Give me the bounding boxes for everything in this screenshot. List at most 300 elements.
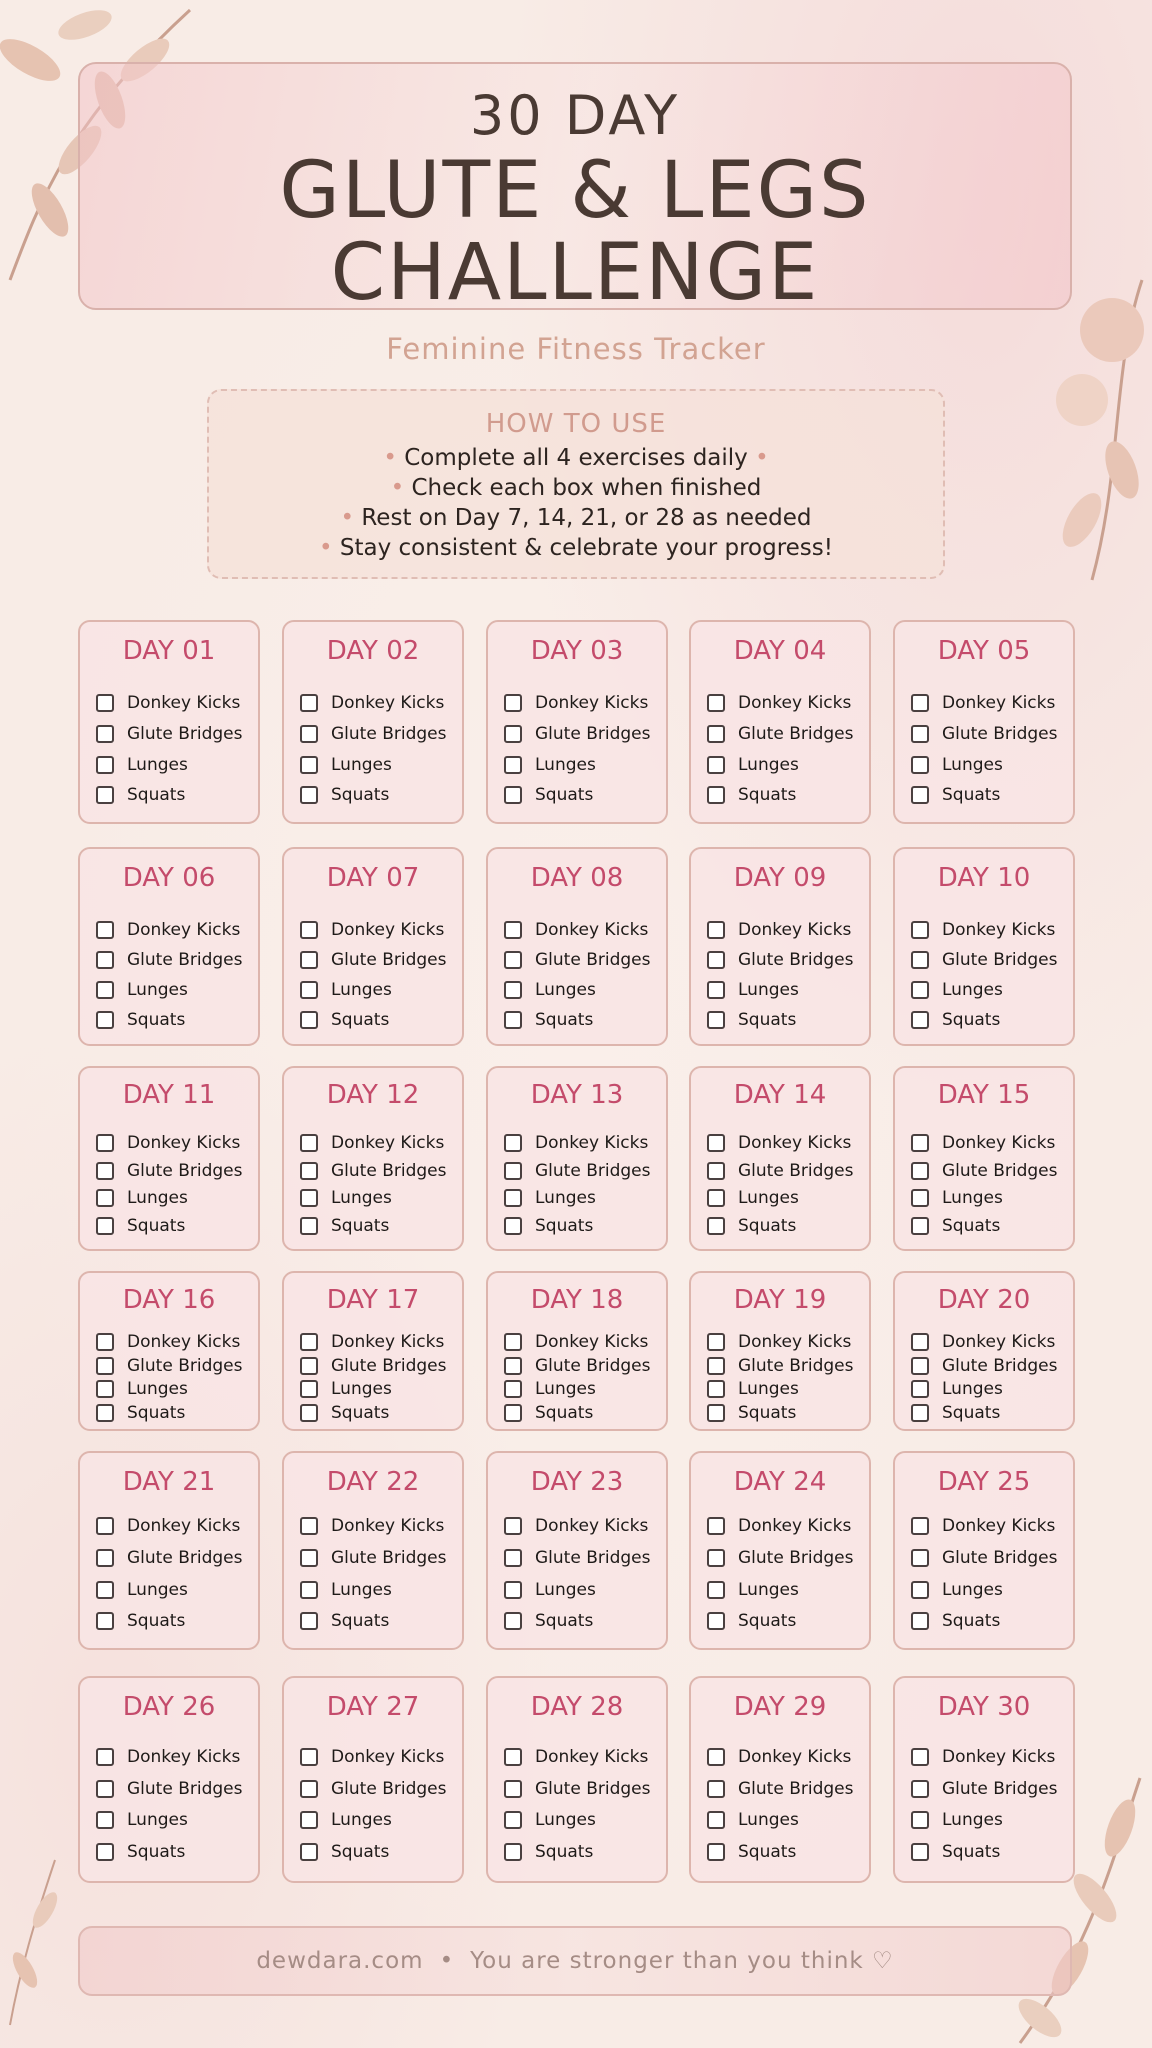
exercise-checkbox[interactable]	[300, 1162, 318, 1180]
exercise-row[interactable]	[707, 754, 799, 776]
exercise-row[interactable]	[96, 1187, 188, 1209]
exercise-label: Squats	[942, 785, 1001, 805]
exercise-checkbox[interactable]	[300, 1517, 318, 1535]
exercise-row[interactable]	[504, 949, 650, 971]
exercise-label: Donkey Kicks	[942, 1516, 1056, 1536]
exercise-label: Glute Bridges	[942, 950, 1058, 970]
exercise-checkbox[interactable]	[96, 1517, 114, 1535]
exercise-row[interactable]	[911, 1746, 1055, 1768]
exercise-row[interactable]	[300, 1355, 446, 1377]
exercise-row[interactable]	[911, 1009, 1000, 1031]
exercise-checkbox[interactable]	[707, 1517, 725, 1535]
exercise-row[interactable]	[707, 1132, 851, 1154]
exercise-label: Donkey Kicks	[738, 1747, 852, 1767]
exercise-label: Glute Bridges	[942, 724, 1058, 744]
exercise-checkbox[interactable]	[300, 921, 318, 939]
day-title: DAY 08	[530, 863, 624, 893]
exercise-checkbox[interactable]	[504, 1217, 522, 1235]
exercise-row[interactable]	[504, 1160, 650, 1182]
exercise-label: Lunges	[738, 755, 799, 775]
exercise-checkbox[interactable]	[504, 981, 522, 999]
exercise-checkbox[interactable]	[96, 1162, 114, 1180]
footer-separator: •	[439, 1948, 455, 1974]
how-to-use-title: HOW TO USE	[485, 409, 667, 439]
exercise-checkbox[interactable]	[707, 1357, 725, 1375]
exercise-checkbox[interactable]	[300, 1011, 318, 1029]
exercise-row[interactable]	[504, 1547, 650, 1569]
day-card	[78, 620, 260, 824]
exercise-label: Squats	[942, 1403, 1001, 1423]
exercise-row[interactable]	[707, 1355, 853, 1377]
exercise-row[interactable]	[911, 1187, 1003, 1209]
exercise-checkbox[interactable]	[504, 1549, 522, 1567]
day-title: DAY 16	[122, 1285, 216, 1315]
exercise-row[interactable]	[911, 949, 1057, 971]
exercise-row[interactable]	[911, 1841, 1000, 1863]
day-title: DAY 29	[733, 1692, 827, 1722]
exercise-checkbox[interactable]	[300, 1748, 318, 1766]
exercise-checkbox[interactable]	[96, 1333, 114, 1351]
exercise-checkbox[interactable]	[911, 756, 929, 774]
exercise-checkbox[interactable]	[707, 981, 725, 999]
exercise-checkbox[interactable]	[911, 921, 929, 939]
day-card	[282, 1451, 464, 1650]
exercise-checkbox[interactable]	[707, 1581, 725, 1599]
exercise-checkbox[interactable]	[300, 1357, 318, 1375]
exercise-row[interactable]	[300, 784, 389, 806]
exercise-label: Squats	[127, 1611, 186, 1631]
exercise-checkbox[interactable]	[504, 1357, 522, 1375]
footer-tagline: You are stronger than you think ♡	[470, 1948, 894, 1974]
exercise-row[interactable]	[504, 1378, 596, 1400]
exercise-row[interactable]	[911, 1160, 1057, 1182]
exercise-row[interactable]	[96, 1809, 188, 1831]
exercise-row[interactable]	[504, 1331, 648, 1353]
exercise-row[interactable]	[96, 1515, 240, 1537]
exercise-row[interactable]	[707, 1579, 799, 1601]
exercise-row[interactable]	[504, 1778, 650, 1800]
exercise-row[interactable]	[96, 949, 242, 971]
exercise-checkbox[interactable]	[911, 1333, 929, 1351]
exercise-checkbox[interactable]	[96, 1380, 114, 1398]
exercise-checkbox[interactable]	[96, 1811, 114, 1829]
exercise-label: Squats	[331, 1403, 390, 1423]
subtitle: Feminine Fitness Tracker	[386, 332, 766, 366]
exercise-checkbox[interactable]	[300, 1811, 318, 1829]
exercise-row[interactable]	[96, 1610, 185, 1632]
exercise-row[interactable]	[911, 754, 1003, 776]
exercise-row[interactable]	[504, 1355, 650, 1377]
exercise-label: Donkey Kicks	[535, 1516, 649, 1536]
exercise-row[interactable]	[300, 1579, 392, 1601]
exercise-row[interactable]	[96, 979, 188, 1001]
exercise-row[interactable]	[300, 1841, 389, 1863]
exercise-row[interactable]	[911, 1215, 1000, 1237]
exercise-row[interactable]	[300, 1778, 446, 1800]
exercise-row[interactable]	[707, 1809, 799, 1831]
exercise-row[interactable]	[96, 1579, 188, 1601]
exercise-row[interactable]	[300, 1160, 446, 1182]
exercise-row[interactable]	[504, 1841, 593, 1863]
exercise-row[interactable]	[707, 1610, 796, 1632]
exercise-row[interactable]	[504, 1132, 648, 1154]
exercise-row[interactable]	[911, 1331, 1055, 1353]
exercise-checkbox[interactable]	[300, 694, 318, 712]
exercise-checkbox[interactable]	[96, 725, 114, 743]
exercise-checkbox[interactable]	[96, 1612, 114, 1630]
exercise-row[interactable]	[911, 784, 1000, 806]
exercise-row[interactable]	[911, 919, 1055, 941]
day-card	[486, 1676, 668, 1883]
exercise-checkbox[interactable]	[96, 1748, 114, 1766]
exercise-checkbox[interactable]	[911, 951, 929, 969]
exercise-row[interactable]	[300, 754, 392, 776]
exercise-checkbox[interactable]	[504, 1612, 522, 1630]
exercise-checkbox[interactable]	[707, 1748, 725, 1766]
exercise-row[interactable]	[911, 1547, 1057, 1569]
exercise-row[interactable]	[504, 1610, 593, 1632]
exercise-row[interactable]	[96, 1215, 185, 1237]
exercise-label: Donkey Kicks	[127, 920, 241, 940]
exercise-row[interactable]	[911, 1515, 1055, 1537]
exercise-row[interactable]	[911, 692, 1055, 714]
exercise-label: Donkey Kicks	[535, 1133, 649, 1153]
exercise-checkbox[interactable]	[96, 1217, 114, 1235]
exercise-row[interactable]	[96, 754, 188, 776]
exercise-checkbox[interactable]	[504, 1843, 522, 1861]
exercise-checkbox[interactable]	[504, 1162, 522, 1180]
exercise-checkbox[interactable]	[707, 786, 725, 804]
exercise-checkbox[interactable]	[707, 1189, 725, 1207]
day-title: DAY 09	[733, 863, 827, 893]
exercise-row[interactable]	[96, 723, 242, 745]
exercise-checkbox[interactable]	[911, 1404, 929, 1422]
how-to-item-text: Complete all 4 exercises daily	[404, 445, 748, 471]
exercise-checkbox[interactable]	[911, 786, 929, 804]
exercise-checkbox[interactable]	[707, 1404, 725, 1422]
exercise-checkbox[interactable]	[96, 1549, 114, 1567]
exercise-label: Lunges	[331, 1379, 392, 1399]
exercise-checkbox[interactable]	[300, 1404, 318, 1422]
day-card	[689, 1271, 871, 1431]
how-to-item-text: Check each box when finished	[411, 475, 762, 501]
exercise-row[interactable]	[911, 1355, 1057, 1377]
exercise-checkbox[interactable]	[96, 1843, 114, 1861]
exercise-label: Lunges	[738, 1810, 799, 1830]
exercise-row[interactable]	[96, 1746, 240, 1768]
exercise-checkbox[interactable]	[300, 1134, 318, 1152]
exercise-checkbox[interactable]	[300, 1780, 318, 1798]
exercise-row[interactable]	[707, 1160, 853, 1182]
exercise-row[interactable]	[300, 1402, 389, 1424]
exercise-row[interactable]	[707, 692, 851, 714]
exercise-checkbox[interactable]	[504, 921, 522, 939]
exercise-checkbox[interactable]	[96, 1404, 114, 1422]
exercise-checkbox[interactable]	[707, 921, 725, 939]
exercise-row[interactable]	[707, 1402, 796, 1424]
exercise-label: Lunges	[535, 1188, 596, 1208]
exercise-checkbox[interactable]	[300, 1843, 318, 1861]
exercise-label: Lunges	[127, 755, 188, 775]
exercise-row[interactable]	[911, 1132, 1055, 1154]
exercise-checkbox[interactable]	[911, 694, 929, 712]
exercise-row[interactable]	[300, 1610, 389, 1632]
exercise-checkbox[interactable]	[96, 1011, 114, 1029]
exercise-checkbox[interactable]	[96, 951, 114, 969]
exercise-label: Donkey Kicks	[535, 1747, 649, 1767]
exercise-checkbox[interactable]	[911, 1748, 929, 1766]
exercise-label: Squats	[331, 1842, 390, 1862]
exercise-label: Donkey Kicks	[535, 920, 649, 940]
exercise-checkbox[interactable]	[96, 694, 114, 712]
day-card	[893, 1676, 1075, 1883]
exercise-checkbox[interactable]	[504, 1780, 522, 1798]
exercise-checkbox[interactable]	[96, 921, 114, 939]
exercise-checkbox[interactable]	[96, 1134, 114, 1152]
exercise-checkbox[interactable]	[707, 1780, 725, 1798]
exercise-label: Squats	[942, 1842, 1001, 1862]
exercise-checkbox[interactable]	[504, 1011, 522, 1029]
exercise-checkbox[interactable]	[911, 1134, 929, 1152]
eucalyptus-branch-right-icon	[1032, 270, 1152, 590]
day-title: DAY 06	[122, 863, 216, 893]
exercise-checkbox[interactable]	[300, 756, 318, 774]
exercise-row[interactable]	[96, 1331, 240, 1353]
exercise-checkbox[interactable]	[911, 981, 929, 999]
exercise-row[interactable]	[300, 1331, 444, 1353]
exercise-row[interactable]	[504, 1746, 648, 1768]
exercise-checkbox[interactable]	[96, 1357, 114, 1375]
exercise-row[interactable]	[300, 949, 446, 971]
exercise-row[interactable]	[300, 692, 444, 714]
day-card	[78, 1451, 260, 1650]
exercise-row[interactable]	[96, 784, 185, 806]
exercise-checkbox[interactable]	[504, 694, 522, 712]
exercise-row[interactable]	[707, 1331, 851, 1353]
exercise-checkbox[interactable]	[96, 1581, 114, 1599]
day-card	[78, 1066, 260, 1251]
exercise-checkbox[interactable]	[707, 1811, 725, 1829]
exercise-checkbox[interactable]	[96, 756, 114, 774]
exercise-row[interactable]	[96, 1378, 188, 1400]
leaf-branch-bottom-left-icon	[0, 1850, 70, 2030]
exercise-row[interactable]	[96, 919, 240, 941]
exercise-label: Donkey Kicks	[331, 920, 445, 940]
exercise-checkbox[interactable]	[911, 1517, 929, 1535]
exercise-row[interactable]	[911, 1579, 1003, 1601]
exercise-row[interactable]	[707, 1378, 799, 1400]
exercise-row[interactable]	[504, 1809, 596, 1831]
exercise-checkbox[interactable]	[911, 1011, 929, 1029]
day-card	[282, 847, 464, 1046]
exercise-checkbox[interactable]	[707, 1134, 725, 1152]
exercise-checkbox[interactable]	[911, 1357, 929, 1375]
exercise-row[interactable]	[707, 1746, 851, 1768]
exercise-label: Lunges	[331, 980, 392, 1000]
exercise-label: Squats	[331, 785, 390, 805]
day-card	[78, 1676, 260, 1883]
exercise-row[interactable]	[300, 1132, 444, 1154]
exercise-row[interactable]	[911, 1610, 1000, 1632]
exercise-checkbox[interactable]	[707, 1162, 725, 1180]
exercise-row[interactable]	[911, 1809, 1003, 1831]
exercise-checkbox[interactable]	[300, 1612, 318, 1630]
exercise-checkbox[interactable]	[96, 1189, 114, 1207]
exercise-checkbox[interactable]	[707, 1380, 725, 1398]
exercise-row[interactable]	[504, 1009, 593, 1031]
exercise-checkbox[interactable]	[504, 951, 522, 969]
exercise-checkbox[interactable]	[96, 981, 114, 999]
exercise-checkbox[interactable]	[911, 1612, 929, 1630]
exercise-row[interactable]	[911, 723, 1057, 745]
exercise-checkbox[interactable]	[300, 1217, 318, 1235]
exercise-label: Glute Bridges	[331, 1161, 447, 1181]
exercise-row[interactable]	[96, 1355, 242, 1377]
exercise-row[interactable]	[504, 979, 596, 1001]
exercise-row[interactable]	[300, 1809, 392, 1831]
exercise-checkbox[interactable]	[300, 725, 318, 743]
exercise-checkbox[interactable]	[504, 1380, 522, 1398]
exercise-checkbox[interactable]	[504, 1811, 522, 1829]
exercise-checkbox[interactable]	[707, 725, 725, 743]
exercise-row[interactable]	[504, 723, 650, 745]
exercise-row[interactable]	[96, 1547, 242, 1569]
exercise-label: Squats	[738, 1403, 797, 1423]
exercise-row[interactable]	[911, 979, 1003, 1001]
exercise-checkbox[interactable]	[707, 1011, 725, 1029]
exercise-row[interactable]	[707, 1009, 796, 1031]
exercise-row[interactable]	[504, 919, 648, 941]
exercise-row[interactable]	[707, 949, 853, 971]
exercise-row[interactable]	[96, 692, 240, 714]
exercise-checkbox[interactable]	[707, 694, 725, 712]
exercise-row[interactable]	[707, 1215, 796, 1237]
exercise-row[interactable]	[707, 1547, 853, 1569]
exercise-label: Lunges	[127, 1188, 188, 1208]
exercise-row[interactable]	[707, 919, 851, 941]
exercise-row[interactable]	[96, 1009, 185, 1031]
exercise-checkbox[interactable]	[911, 1380, 929, 1398]
exercise-checkbox[interactable]	[707, 1333, 725, 1351]
exercise-row[interactable]	[300, 723, 446, 745]
exercise-checkbox[interactable]	[707, 1612, 725, 1630]
exercise-label: Squats	[738, 785, 797, 805]
exercise-row[interactable]	[96, 1402, 185, 1424]
exercise-checkbox[interactable]	[504, 756, 522, 774]
exercise-row[interactable]	[96, 1841, 185, 1863]
exercise-checkbox[interactable]	[300, 1333, 318, 1351]
exercise-checkbox[interactable]	[96, 786, 114, 804]
exercise-label: Donkey Kicks	[127, 1747, 241, 1767]
exercise-row[interactable]	[504, 1515, 648, 1537]
exercise-row[interactable]	[911, 1378, 1003, 1400]
exercise-checkbox[interactable]	[911, 1189, 929, 1207]
exercise-row[interactable]	[707, 723, 853, 745]
exercise-row[interactable]	[504, 1187, 596, 1209]
day-title: DAY 13	[530, 1080, 624, 1110]
exercise-checkbox[interactable]	[504, 1581, 522, 1599]
exercise-row[interactable]	[707, 784, 796, 806]
exercise-label: Squats	[738, 1842, 797, 1862]
exercise-row[interactable]	[504, 692, 648, 714]
exercise-checkbox[interactable]	[504, 1748, 522, 1766]
exercise-checkbox[interactable]	[707, 951, 725, 969]
exercise-row[interactable]	[96, 1160, 242, 1182]
exercise-checkbox[interactable]	[300, 1380, 318, 1398]
exercise-checkbox[interactable]	[504, 1189, 522, 1207]
exercise-row[interactable]	[504, 754, 596, 776]
exercise-row[interactable]	[300, 1009, 389, 1031]
exercise-row[interactable]	[96, 1132, 240, 1154]
exercise-row[interactable]	[300, 1746, 444, 1768]
exercise-row[interactable]	[300, 1187, 392, 1209]
exercise-checkbox[interactable]	[300, 981, 318, 999]
exercise-checkbox[interactable]	[911, 1217, 929, 1235]
exercise-label: Lunges	[738, 1379, 799, 1399]
exercise-row[interactable]	[707, 1515, 851, 1537]
exercise-checkbox[interactable]	[300, 1549, 318, 1567]
exercise-row[interactable]	[504, 1402, 593, 1424]
exercise-checkbox[interactable]	[300, 786, 318, 804]
exercise-checkbox[interactable]	[504, 786, 522, 804]
exercise-row[interactable]	[300, 1215, 389, 1237]
exercise-checkbox[interactable]	[504, 1134, 522, 1152]
exercise-row[interactable]	[707, 1187, 799, 1209]
exercise-row[interactable]	[300, 979, 392, 1001]
exercise-checkbox[interactable]	[707, 1549, 725, 1567]
exercise-row[interactable]	[504, 1215, 593, 1237]
exercise-row[interactable]	[300, 919, 444, 941]
exercise-checkbox[interactable]	[911, 1162, 929, 1180]
exercise-checkbox[interactable]	[911, 725, 929, 743]
exercise-row[interactable]	[504, 784, 593, 806]
exercise-checkbox[interactable]	[96, 1780, 114, 1798]
exercise-label: Lunges	[942, 1580, 1003, 1600]
exercise-row[interactable]	[96, 1778, 242, 1800]
exercise-checkbox[interactable]	[300, 1189, 318, 1207]
exercise-checkbox[interactable]	[911, 1549, 929, 1567]
exercise-row[interactable]	[707, 979, 799, 1001]
exercise-checkbox[interactable]	[504, 1517, 522, 1535]
exercise-checkbox[interactable]	[707, 1217, 725, 1235]
exercise-row[interactable]	[504, 1579, 596, 1601]
exercise-row[interactable]	[300, 1378, 392, 1400]
exercise-checkbox[interactable]	[300, 1581, 318, 1599]
exercise-checkbox[interactable]	[504, 1404, 522, 1422]
exercise-checkbox[interactable]	[707, 1843, 725, 1861]
exercise-row[interactable]	[911, 1402, 1000, 1424]
exercise-checkbox[interactable]	[911, 1843, 929, 1861]
day-card	[893, 1271, 1075, 1431]
exercise-row[interactable]	[707, 1841, 796, 1863]
exercise-checkbox[interactable]	[911, 1581, 929, 1599]
exercise-checkbox[interactable]	[707, 756, 725, 774]
exercise-checkbox[interactable]	[911, 1780, 929, 1798]
exercise-label: Glute Bridges	[738, 1548, 854, 1568]
exercise-row[interactable]	[911, 1778, 1057, 1800]
exercise-checkbox[interactable]	[911, 1811, 929, 1829]
exercise-row[interactable]	[707, 1778, 853, 1800]
day-card	[486, 847, 668, 1046]
exercise-checkbox[interactable]	[300, 951, 318, 969]
exercise-label: Squats	[535, 1611, 594, 1631]
exercise-checkbox[interactable]	[504, 1333, 522, 1351]
exercise-row[interactable]	[300, 1515, 444, 1537]
bullet-icon: •	[383, 445, 405, 471]
exercise-checkbox[interactable]	[504, 725, 522, 743]
exercise-row[interactable]	[300, 1547, 446, 1569]
day-card	[486, 1451, 668, 1650]
